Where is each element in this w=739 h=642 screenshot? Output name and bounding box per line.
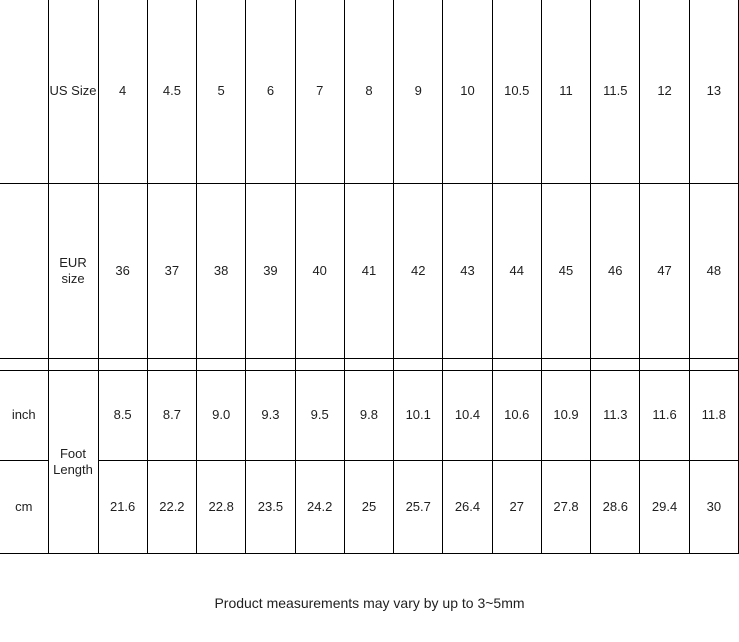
measurement-disclaimer-text: Product measurements may vary by up to 3~5mm xyxy=(214,594,525,611)
us-size-value-cell: 8 xyxy=(344,0,393,183)
eur-size-value-cell: 47 xyxy=(640,183,689,358)
empty-cell xyxy=(344,358,393,370)
empty-cell xyxy=(443,358,492,370)
cm-value-cell: 22.2 xyxy=(147,460,196,553)
eur-size-header: EUR size xyxy=(48,183,98,358)
eur-size-value-cell: 45 xyxy=(541,183,590,358)
foot-length-header: Foot Length xyxy=(48,370,98,553)
cm-value-cell: 29.4 xyxy=(640,460,689,553)
empty-cell xyxy=(98,358,147,370)
cm-value-cell: 26.4 xyxy=(443,460,492,553)
cm-value-cell: 27 xyxy=(492,460,541,553)
spacer-row xyxy=(0,358,739,370)
us-size-value-cell: 11.5 xyxy=(591,0,640,183)
inch-value-cell: 9.3 xyxy=(246,370,295,460)
empty-cell xyxy=(591,358,640,370)
us-size-value-cell: 6 xyxy=(246,0,295,183)
us-size-value-cell: 5 xyxy=(197,0,246,183)
inch-value-cell: 8.7 xyxy=(147,370,196,460)
eur-size-value-cell: 40 xyxy=(295,183,344,358)
empty-cell xyxy=(541,358,590,370)
empty-cell xyxy=(48,358,98,370)
eur-size-value-cell: 43 xyxy=(443,183,492,358)
eur-size-value-cell: 39 xyxy=(246,183,295,358)
eur-size-value-cell: 42 xyxy=(394,183,443,358)
inch-value-cell: 11.6 xyxy=(640,370,689,460)
empty-cell xyxy=(492,358,541,370)
cm-value-cell: 25 xyxy=(344,460,393,553)
cm-value-cell: 30 xyxy=(689,460,738,553)
empty-cell xyxy=(689,358,738,370)
inch-value-cell: 10.1 xyxy=(394,370,443,460)
empty-cell xyxy=(394,358,443,370)
us-size-value-cell: 4 xyxy=(98,0,147,183)
eur-size-row xyxy=(0,183,739,358)
inch-value-cell: 11.8 xyxy=(689,370,738,460)
cm-value-cell: 22.8 xyxy=(197,460,246,553)
cm-unit-label: cm xyxy=(0,460,48,553)
us-size-header: US Size xyxy=(48,0,98,183)
us-size-value-cell: 13 xyxy=(689,0,738,183)
us-size-row xyxy=(0,0,739,183)
cm-value-cell: 24.2 xyxy=(295,460,344,553)
empty-cell xyxy=(147,358,196,370)
eur-size-value-cell: 38 xyxy=(197,183,246,358)
inch-unit-label: inch xyxy=(0,370,48,460)
empty-cell xyxy=(246,358,295,370)
us-size-value-cell: 12 xyxy=(640,0,689,183)
empty-cell xyxy=(0,183,48,358)
us-size-value-cell: 11 xyxy=(541,0,590,183)
eur-size-value-cell: 46 xyxy=(591,183,640,358)
cm-value-cell: 28.6 xyxy=(591,460,640,553)
cm-value-cell: 27.8 xyxy=(541,460,590,553)
cm-value-cell: 21.6 xyxy=(98,460,147,553)
corner-empty-cell xyxy=(0,0,48,183)
us-size-value-cell: 9 xyxy=(394,0,443,183)
eur-size-value-cell: 37 xyxy=(147,183,196,358)
empty-cell xyxy=(0,358,48,370)
inch-value-cell: 10.4 xyxy=(443,370,492,460)
inch-value-cell: 9.0 xyxy=(197,370,246,460)
inch-value-cell: 8.5 xyxy=(98,370,147,460)
eur-size-value-cell: 41 xyxy=(344,183,393,358)
cm-value-cell: 25.7 xyxy=(394,460,443,553)
empty-cell xyxy=(295,358,344,370)
inch-value-cell: 10.6 xyxy=(492,370,541,460)
us-size-value-cell: 4.5 xyxy=(147,0,196,183)
us-size-value-cell: 10.5 xyxy=(492,0,541,183)
empty-cell xyxy=(640,358,689,370)
us-size-value-cell: 7 xyxy=(295,0,344,183)
inch-value-cell: 9.5 xyxy=(295,370,344,460)
eur-size-value-cell: 48 xyxy=(689,183,738,358)
eur-size-value-cell: 44 xyxy=(492,183,541,358)
eur-size-value-cell: 36 xyxy=(98,183,147,358)
cm-value-cell: 23.5 xyxy=(246,460,295,553)
inch-value-cell: 10.9 xyxy=(541,370,590,460)
cm-row xyxy=(0,460,739,553)
inch-value-cell: 9.8 xyxy=(344,370,393,460)
us-size-value-cell: 10 xyxy=(443,0,492,183)
empty-cell xyxy=(197,358,246,370)
inch-row xyxy=(0,370,739,460)
inch-value-cell: 11.3 xyxy=(591,370,640,460)
